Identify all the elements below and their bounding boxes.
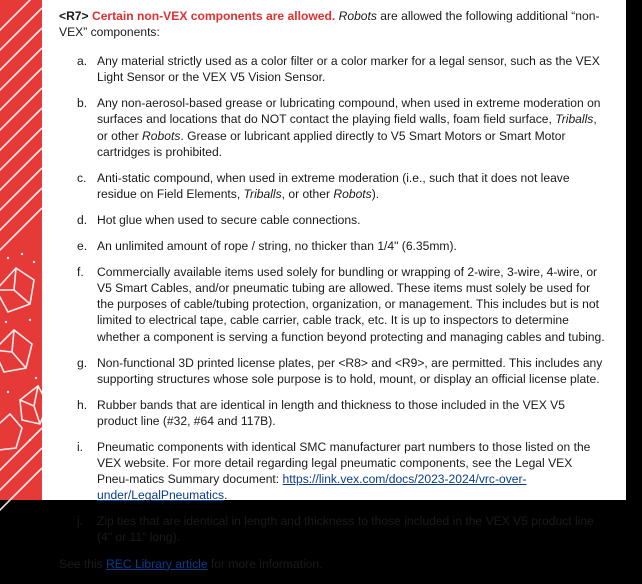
list-marker: i. xyxy=(77,439,84,454)
rule-intro-text: are allowed the following additional “non-VEX” components: xyxy=(59,9,600,40)
list-item-text: Commercially available items used solely for bundling or wrapping of 2-wire, 3-wire, 4-wire, or V5 Smart Cables, and/or pneumatic tubing are allowed. These items must solely be used for the purposes of cable/tubing protection, organization, or management. This includes but is not limited to electrical tape, cable carrier, cable track, etc. It is up to inspectors to determine whether a component is serving a function beyond protecting and managing cables and tubing. xyxy=(97,265,605,344)
list-item xyxy=(59,53,607,85)
triballs-term: Triballs xyxy=(243,186,282,201)
footer-text: See this xyxy=(59,556,107,571)
list-marker: b. xyxy=(77,96,88,111)
list-item-text: Anti-static compound, when used in extreme moderation (i.e., such that it does not leave residue on Field Elements, xyxy=(97,170,570,201)
allowed-components-list xyxy=(59,53,607,545)
list-item-text: An unlimited amount of rope / string, no thicker than 1/4" (6.35mm). xyxy=(97,239,457,254)
list-marker: j. xyxy=(77,514,84,529)
list-item xyxy=(59,212,607,228)
list-item-text: ). xyxy=(371,186,380,201)
robots-term: Robots xyxy=(142,128,181,143)
list-item-text: , or other xyxy=(281,186,334,201)
decorative-side-band xyxy=(0,0,42,500)
triballs-term: Triballs xyxy=(555,112,594,127)
rule-tag: <R7> xyxy=(59,9,89,23)
rule-intro-robots: Robots xyxy=(338,9,377,23)
list-item xyxy=(59,355,607,387)
list-item-text: Non-functional 3D printed license plates, per <R8> and <R9>, are permitted. This includes any supporting structures whose sole purpose is to hold, mount, or display an official license plate. xyxy=(97,355,603,386)
list-item-text: , or other xyxy=(97,112,597,143)
list-item-text: Any non-aerosol-based grease or lubricating compound, when used in extreme moderation on surfaces and locations that do NOT contact the playing field walls, foam field surface, xyxy=(97,96,601,127)
list-item-text: Any material strictly used as a color filter or a color marker for a legal sensor, such as the VEX Light Sensor or the VEX V5 Vision Sensor. xyxy=(97,54,600,85)
list-item xyxy=(59,439,607,503)
list-marker: a. xyxy=(77,54,88,69)
list-marker: e. xyxy=(77,239,88,254)
rec-library-link[interactable]: REC Library article xyxy=(106,556,208,571)
list-item-text: Pneumatic components with identical SMC manufacturer part numbers to those listed on the VEX website. For more detail regarding legal pneumatic components, see the Legal VEX Pneu-matics Summary document: xyxy=(97,439,591,487)
legal-pneumatics-link[interactable]: https://link.vex.com/docs/2023-2024/vrc-over-under/LegalPneumatics xyxy=(97,472,527,503)
list-item xyxy=(59,264,607,344)
window-edge xyxy=(626,0,642,500)
footer-text: for more information. xyxy=(207,556,323,571)
list-item-text: Hot glue when used to secure cable connections. xyxy=(97,212,361,227)
list-item-text: . Grease or lubricant applied directly to V5 Smart Motors or Smart Motor cartridges is prohibited. xyxy=(97,128,566,159)
list-item xyxy=(59,95,607,159)
robots-term: Robots xyxy=(333,186,372,201)
decorative-pattern-icon xyxy=(0,0,42,500)
list-marker: g. xyxy=(77,355,88,370)
list-item xyxy=(59,397,607,429)
list-marker: f. xyxy=(77,265,84,280)
list-item-text: Zip ties that are identical in length and thickness to those included in the VEX V5 product line (4" or 11" long). xyxy=(97,514,594,545)
list-item xyxy=(59,513,607,545)
rule-content xyxy=(59,8,607,584)
rule-header xyxy=(59,8,607,40)
list-item-text: Rubber bands that are identical in length and thickness to those included in the VEX V5 product line (#32, #64 and 117B). xyxy=(97,397,565,428)
list-item-text: . xyxy=(224,488,228,503)
list-marker: h. xyxy=(77,397,88,412)
list-item xyxy=(59,170,607,202)
list-item xyxy=(59,238,607,254)
rule-title: Certain non-VEX components are allowed. xyxy=(91,9,336,23)
list-marker: c. xyxy=(77,170,87,185)
footer-note xyxy=(59,556,607,572)
list-marker: d. xyxy=(77,212,88,227)
